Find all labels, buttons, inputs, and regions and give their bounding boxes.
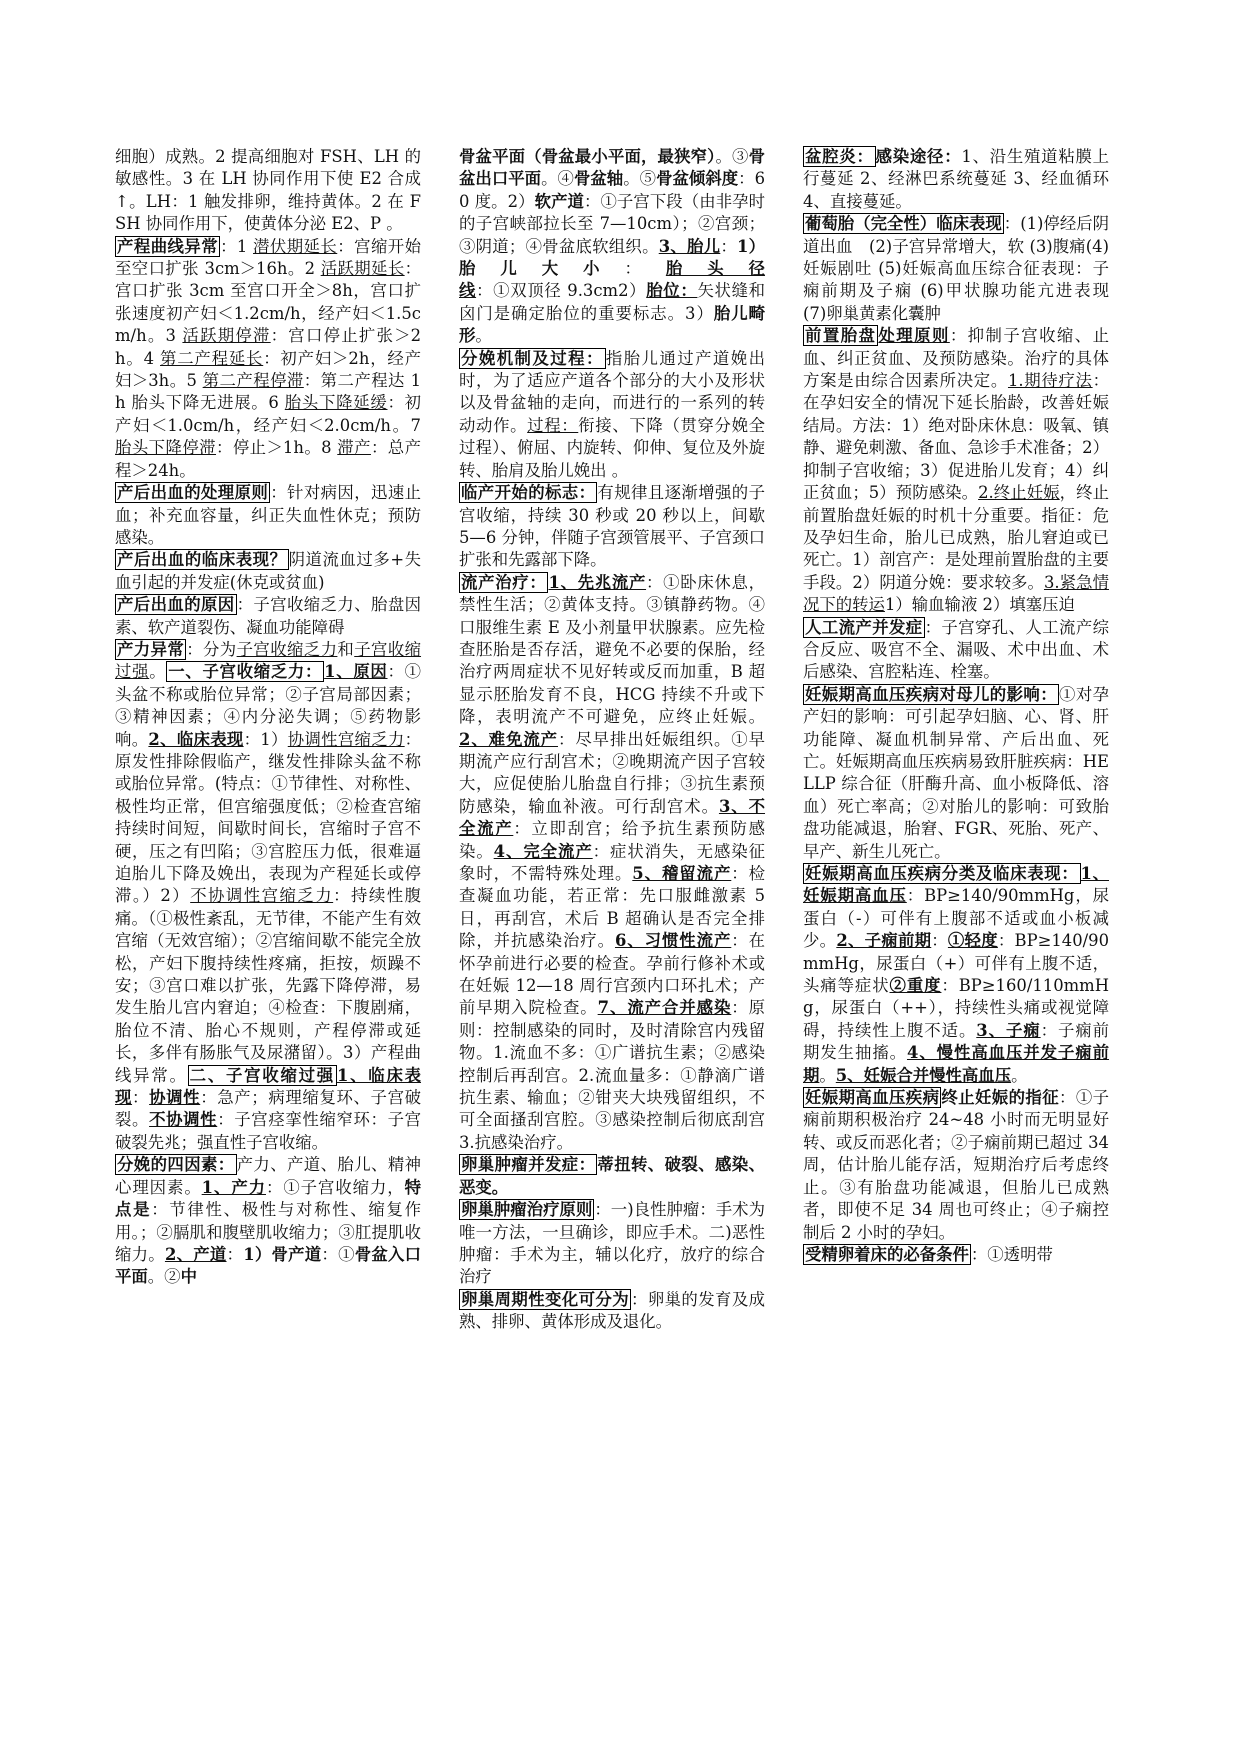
paragraph xyxy=(115,236,421,482)
section-heading: 二、子宫收缩过强 xyxy=(189,1065,335,1085)
section-heading: 卵巢周期性变化可分为 xyxy=(461,1289,630,1309)
text-run: 2、产道 xyxy=(164,1244,227,1264)
text-run: ：子宫收缩乏力、胎盘因素、软产道裂伤、凝血功能障碍 xyxy=(115,595,422,637)
text-run: 不协调性宫缩乏力 xyxy=(190,886,334,906)
text-run: ：①卧床休息，禁性生活；②黄体支持。③镇静药物。④口服维生素 E 及小剂量甲状腺素。应先检查胚胎是否存活，避免不必要的保胎，经治疗两周症状不见好转或反而加重，B 超显示胚胎发育不良，HCG 持续不升或下降，表明流产不可避免，应终止妊娠。 xyxy=(459,572,765,727)
text-run: 指胎儿通过产道娩出时，为了适应产道各个部分的大小及形状以及骨盆轴的走向，而进行的一系列的转动动作。 xyxy=(459,348,766,435)
text-run: 骨盆倾斜度 xyxy=(656,169,739,189)
text-run: ： xyxy=(624,259,666,279)
text-run: 4、完全流产 xyxy=(493,841,593,861)
paragraph xyxy=(803,684,1109,863)
section-heading: 受精卵着床的必备条件 xyxy=(805,1244,969,1264)
section-heading: 流产治疗： xyxy=(461,572,547,592)
text-run: ，终止前置胎盘妊娠的时机十分重要。指征：危及孕妇生命，胎儿已成熟，胎儿窘迫或已死亡。1）剖宫产：是处理前置胎盘的主要手段。2）阴道分娩：要求较多。 xyxy=(803,483,1109,592)
paragraph xyxy=(803,1087,1109,1244)
text-run: 不协调性 xyxy=(149,1110,218,1130)
text-run: ：①子痫前期积极治疗 24~48 小时而无明显好转、或反而恶化者；②子痫前期已超过 34 周，估计胎儿能存活，短期治疗后考虑终止。③有胎盘功能减退，但胎儿已成熟者，即使不足 34 周也可终止；④子痫控制后 2 小时的孕妇。 xyxy=(803,1088,1110,1242)
text-run: 衔接、下降（贯穿分娩全过程）、俯屈、内旋转、仰伸、复位及外旋转、胎肩及胎儿娩出 。 xyxy=(459,415,766,480)
section-heading: 临产开始的标志： xyxy=(461,483,596,503)
text-run: 。 xyxy=(475,326,492,346)
text-run: 。② xyxy=(147,1267,181,1287)
section-heading: 葡萄胎（完全性）临床表现 xyxy=(805,214,1002,234)
text-run: 细胞）成熟。2 提高细胞对 FSH、LH 的敏感性。3 在 LH 协同作用下使 E2 合成↑。LH：1 触发排卵，维持黄体。2 在 FSH 协同作用下，使黄体分泌 E2、P 。 xyxy=(115,147,421,234)
section-heading: 产程曲线异常 xyxy=(117,236,219,256)
text-run: ：① xyxy=(321,1244,355,1264)
section-heading: 产力异常 xyxy=(117,639,185,659)
text-run: ：1 xyxy=(220,236,254,256)
text-run: 矢状缝和囟门是确定胎位的重要标志。3） xyxy=(459,281,766,323)
text-run: 蒂扭转、破裂、感染、恶变。 xyxy=(459,1155,766,1197)
text-run: ：BP≥140/90mmHg，尿蛋白（+）可伴有上腹不适，头痛等症状 xyxy=(803,931,1109,996)
text-run: 协调性 xyxy=(149,1088,201,1108)
text-run: ：①透明带 xyxy=(970,1244,1053,1264)
text-run: 处理原则 xyxy=(878,326,950,346)
text-run: ：持续性腹痛。（①极性紊乱，无节律，不能产生有效宫缩（无效宫缩）；②宫缩间歇不能完全放松，产妇下腹持续性疼痛，拒按，烦躁不安；③宫口难以扩张，先露下降停滞，易发生胎儿宫内窘迫；④检查：下腹剧痛，胎位不清、胎心不规则，产程停滞或延长，多伴有肠胀气及尿潴留）。3）产程曲线异常。 xyxy=(115,886,422,1085)
text-run: ：卵巢的发育及成熟、排卵、黄体形成及退化。 xyxy=(459,1289,766,1332)
text-run: 软产道 xyxy=(534,191,584,211)
paragraph xyxy=(459,1289,765,1334)
text-run: 第二产程延长 xyxy=(160,348,264,368)
paragraph xyxy=(803,863,1109,1087)
text-run: ①轻度 xyxy=(947,931,998,951)
paragraph xyxy=(459,482,765,572)
text-run: 5、稽留流产 xyxy=(632,864,732,883)
text-run: 胎头径线 xyxy=(459,259,766,301)
section-heading: 妊娠期高血压疾病分类及临床表现： xyxy=(805,864,1079,883)
text-run: 1、先兆流产 xyxy=(548,572,647,592)
text-run: 产力、产道、胎儿、精神心理因素。 xyxy=(115,1155,422,1197)
text-run: 。⑤ xyxy=(623,169,657,189)
section-heading: 妊娠期高血压疾病 xyxy=(805,1088,940,1108)
text-run: 。 xyxy=(1011,1065,1028,1085)
paragraph xyxy=(115,639,421,1154)
text-run: 3.紧急情况下的转运 xyxy=(803,572,1109,615)
text-run: ：尽早排出妊娠组织。①早期流产应行刮宫术；②晚期流产因子宫较大，应促使胎儿胎盘自行排；③抗生素预防感染，输血补液。可行刮宫术。 xyxy=(459,729,766,816)
text-run: ：原则：控制感染的同时，及时清除宫内残留物。1.流血不多：①广谱抗生素；②感染控制后再刮宫。2.流血量多：①静滴广谱抗生素、输血；②钳夹大块残留组织，不可全面搔刮宫腔。③感染控制后彻底刮宫 3.抗感染治疗。 xyxy=(459,998,766,1152)
paragraph xyxy=(115,1154,421,1288)
text-run: 胎头下降停滞 xyxy=(115,438,217,458)
text-run: ：总产程＞24h。 xyxy=(115,438,421,480)
text-run: ①对孕产妇的影响：可引起孕妇脑、心、肾、肝功能障、凝血机制异常、产后出血、死亡。妊娠期高血压疾病易致肝脏疾病：HELLP 综合征（肝酶升高、血小板降低、溶血）死亡率高；②对胎儿的影响：可致胎盘功能减退，胎窘、FGR、死胎、死产、早产、新生儿死亡。 xyxy=(803,684,1110,861)
text-run: 子宫收缩乏力 xyxy=(236,639,338,659)
section-heading: 产后出血的临床表现？ xyxy=(117,550,287,570)
text-run: ：初产妇＜1.0cm/h，经产妇＜2.0cm/h。7 xyxy=(115,393,422,435)
text-run: ： xyxy=(226,1244,244,1264)
section-heading: 产后出血的处理原则 xyxy=(117,483,269,503)
text-run: 1、原因 xyxy=(324,662,388,682)
section-heading: 分娩的四因素： xyxy=(117,1155,235,1175)
text-run: 协调性宫缩乏力 xyxy=(287,729,405,749)
text-run: 。③ xyxy=(715,147,749,166)
text-run: 1.期待疗法 xyxy=(1007,371,1093,391)
paragraph xyxy=(459,1199,765,1289)
text-run: 胎头下降延缓 xyxy=(284,393,388,413)
text-run: 活跃期停滞 xyxy=(182,326,271,346)
text-run: ： xyxy=(132,1088,150,1108)
text-run: 7、流产合并感染 xyxy=(597,998,732,1018)
section-heading: 前置胎盘 xyxy=(805,326,877,346)
text-run: 3、不全流产 xyxy=(459,796,766,839)
text-run: 1）胎儿大小 xyxy=(459,236,766,279)
text-run: 1）骨产道 xyxy=(243,1244,322,1264)
text-column-3 xyxy=(803,146,1126,1266)
text-run: ：检查凝血功能，若正常：先口服雌激素 5 日，再刮宫，术后 B 超确认是否完全排除，并抗感染治疗。 xyxy=(459,864,766,951)
text-run: 胎位： xyxy=(646,281,698,301)
text-run: 过程： xyxy=(527,415,579,435)
paragraph xyxy=(803,1244,1109,1266)
text-run: ：子宫痉挛性缩窄环：子宫破裂先兆；强直性子宫收缩。 xyxy=(115,1110,422,1152)
text-run: ：①双顶径 9.3cm2） xyxy=(476,281,647,301)
text-run: 2.终止妊娠 xyxy=(978,483,1060,503)
text-run: ：在孕妇安全的情况下延长胎龄，改善妊娠结局。方法：1）绝对卧床休息：吸氧、镇静、避免刺激、备血、急诊手术准备；2）抑制子宫收缩；3）促进胎儿发育；4）纠正贫血；5）预防感染。 xyxy=(803,371,1110,503)
text-run: ：分为 xyxy=(186,639,237,659)
text-run: 骨盆轴 xyxy=(573,169,624,189)
text-run: 1、沿生殖道粘膜上行蔓延 2、经淋巴系统蔓延 3、经血循环 4、直接蔓延。 xyxy=(803,147,1110,211)
text-run: ：在怀孕前进行必要的检查。孕前行修补术或在妊娠 12—18 周行宫颈内口环扎术；产前早期入院检查。 xyxy=(459,931,766,1018)
paragraph xyxy=(803,146,1109,213)
text-run: ：节律性、极性与对称性、缩复作用。；②膈肌和腹壁肌收缩力；③肛提肌收缩力。 xyxy=(115,1200,422,1264)
text-run: 3、子痫 xyxy=(976,1020,1041,1040)
text-run: ： xyxy=(931,931,948,951)
section-heading: 卵巢肿瘤并发症： xyxy=(461,1155,596,1175)
text-run: ：宫口扩张 3cm 至宫口开全＞8h，宫口扩张速度初产妇＜1.2cm/h，经产妇＜1.5cm/h。3 xyxy=(115,259,421,346)
text-run: 。 xyxy=(819,1065,836,1085)
text-run: ：针对病因，迅速止血；补充血容量，纠正失血性休克；预防感染。 xyxy=(115,483,422,547)
text-run: 。 xyxy=(149,662,167,682)
text-run: 和 xyxy=(337,639,355,659)
paragraph xyxy=(803,617,1109,684)
text-run: ：立即刮宫；给予抗生素预防感染。 xyxy=(459,819,766,861)
text-run: 1）输血输液 2）填塞压迫 xyxy=(884,595,1075,615)
text-run: ：①子宫收缩力， xyxy=(266,1177,405,1197)
paragraph xyxy=(459,572,765,1155)
text-run: ：1） xyxy=(243,729,288,749)
text-run: ：BP≥140/90mmHg，尿蛋白（-）可伴有上腹部不适或血小板减少。 xyxy=(803,886,1110,951)
text-run: 滞产 xyxy=(337,438,371,458)
paragraph xyxy=(115,594,421,639)
text-run: 2、子痫前期 xyxy=(836,931,932,951)
section-heading: 人工流产并发症 xyxy=(805,617,923,637)
text-run: 活跃期延长 xyxy=(320,259,405,279)
text-run: ： xyxy=(720,236,737,256)
section-heading: 盆腔炎： xyxy=(805,147,874,166)
text-column-2 xyxy=(459,146,765,1334)
text-run: 子宫收缩过强 xyxy=(115,639,422,682)
text-run: ：第二产程达 1h 胎头下降无进展。6 xyxy=(115,371,422,413)
paragraph xyxy=(115,482,421,549)
text-run: 1、妊娠期高血压 xyxy=(803,864,1109,906)
paragraph xyxy=(115,549,421,594)
text-run: ：子宫穿孔、人工流产综合反应、吸宫不全、漏吸、术中出血、术后感染、宫腔粘连、栓塞。 xyxy=(803,617,1110,682)
text-run: 5、妊娠合并慢性高血压 xyxy=(835,1065,1012,1085)
text-run: ：宫口停止扩张＞2h。4 xyxy=(115,326,421,368)
text-run: 1、临床表现 xyxy=(115,1065,422,1108)
text-run: 1、产力 xyxy=(201,1177,266,1197)
text-run: 2、难免流产 xyxy=(459,729,558,749)
text-run: 6、习惯性流产 xyxy=(614,931,732,951)
text-run: ：抑制子宫收缩、止血、纠正贫血、及预防感染。治疗的具体方案是由综合因素所决定。 xyxy=(803,326,1110,391)
text-run: ：BP≥160/110mmHg，尿蛋白（++），持续性头痛或视觉障碍，持续性上腹不适。 xyxy=(803,976,1110,1040)
text-run: ：宫缩开始至空口扩张 3cm＞16h。2 xyxy=(115,236,422,279)
text-run: 中 xyxy=(180,1267,197,1287)
paragraph xyxy=(115,146,421,236)
text-run: 终止妊娠的指征 xyxy=(941,1088,1060,1108)
paragraph xyxy=(803,325,1109,616)
text-column-1 xyxy=(115,146,421,1289)
text-run: 第二产程停滞 xyxy=(202,371,304,391)
text-run: 4、慢性高血压并发子痫前期 xyxy=(803,1043,1110,1085)
text-run: ：一)良性肿瘤：手术为唯一方法，一旦确诊，即应手术。二)恶性肿瘤：手术为主，辅以化疗，放疗的综合治疗 xyxy=(459,1200,765,1287)
text-run: 感染途径： xyxy=(875,147,962,166)
text-run: 潜伏期延长 xyxy=(253,236,338,256)
text-run: ：60 度。2） xyxy=(459,169,766,211)
text-run: ：症状消失，无感染征象时，不需特殊处理。 xyxy=(459,841,766,883)
paragraph xyxy=(459,146,765,348)
text-run: 2、临床表现 xyxy=(148,729,244,749)
section-heading: 卵巢肿瘤治疗原则 xyxy=(461,1200,593,1220)
section-heading: 产后出血的原因 xyxy=(117,595,235,615)
paragraph xyxy=(459,348,765,482)
text-run: 有规律且逐渐增强的子宫收缩，持续 30 秒或 20 秒以上，间歇 5—6 分钟，伴随子宫颈管展平、子宫颈口扩张和先露部下降。 xyxy=(459,483,766,570)
text-run: 骨盆出口平面 xyxy=(459,147,765,189)
text-run: ：停止＞1h。8 xyxy=(216,438,338,458)
text-run: ：①子宫下段（由非孕时的子宫峡部拉长至 7—10cm）；②宫颈；③阴道；④骨盆底软组织。 xyxy=(459,191,766,256)
section-heading: 一、子宫收缩乏力： xyxy=(168,662,323,682)
text-run: 阴道流血过多+失血引起的并发症(休克或贫血) xyxy=(115,550,422,592)
text-run: 3、胎儿 xyxy=(658,236,721,256)
text-run: 特点是 xyxy=(115,1177,422,1220)
paragraph xyxy=(459,1154,765,1199)
section-heading: 妊娠期高血压疾病对母儿的影响： xyxy=(805,684,1058,704)
text-run: 骨盆平面（骨盆最小平面，最狭窄） xyxy=(459,147,716,166)
text-run: ：①头盆不称或胎位异常；②子宫局部因素；③精神因素；④内分泌失调；⑤药物影响。 xyxy=(115,662,421,749)
text-run: ②重度 xyxy=(889,976,942,996)
paragraph xyxy=(803,213,1126,325)
text-run: ：(1)停经后阴道出血 (2)子宫异常增大，软 (3)腹痛(4)妊娠剧吐 (5)妊娠高血压综合征表现：子痫前期及子痫 (6)甲状腺功能亢进表现 (7)卵巢黄素化囊肿 xyxy=(803,214,1126,323)
text-run: 。④ xyxy=(541,169,574,189)
section-heading: 分娩机制及过程： xyxy=(461,348,604,368)
text-run: ：子痫前期发生抽搐。 xyxy=(803,1020,1110,1063)
text-run: 胎儿畸形 xyxy=(459,303,765,346)
text-run: 骨盆入口平面 xyxy=(115,1244,422,1287)
text-run: ：急产；病理缩复环、子宫破裂。 xyxy=(115,1088,422,1130)
text-run: ：初产妇＞2h，经产妇＞3h。5 xyxy=(115,348,421,391)
text-run: ：原发性排除假临产，继发性排除头盆不称或胎位异常。(特点：①节律性、对称性、极性均正常，但宫缩强度低；②检查宫缩持续时间短，间歇时间长，宫缩时子宫不硬，压之有凹陷；③宫腔压力低，很难逼迫胎儿下降及娩出，表现为产程延长或停滞。）2） xyxy=(115,729,422,906)
